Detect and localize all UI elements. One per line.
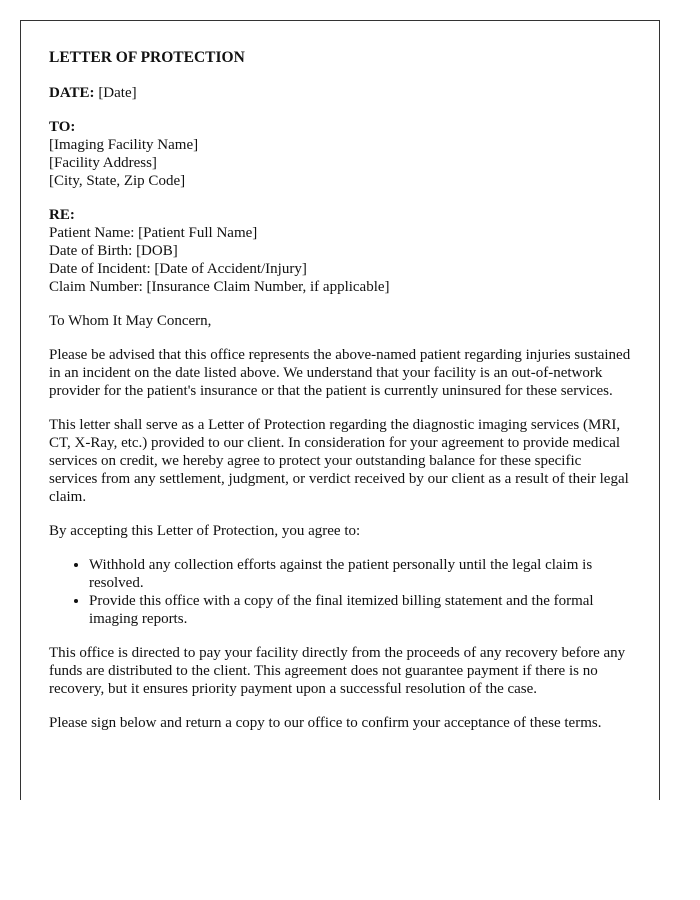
date-of-birth: Date of Birth: [DOB]	[49, 243, 178, 259]
salutation: To Whom It May Concern,	[49, 313, 212, 329]
list-item: • Provide this office with a copy of the final itemized billing statement and the formal imaging reports.	[89, 592, 631, 628]
date-value: [Date]	[94, 85, 137, 101]
date-label: DATE:	[49, 85, 95, 101]
patient-name: Patient Name: [Patient Full Name]	[49, 225, 258, 241]
list-item: • Withhold any collection efforts against the patient personally until the legal claim is resolved.	[89, 556, 631, 592]
date-line	[49, 84, 631, 102]
facility-name: [Imaging Facility Name]	[49, 137, 199, 153]
paragraph: Please be advised that this office represents the above-named patient regarding injuries sustained in an incident on the date listed above. We understand that your facility is an out-of-network provider for the patient's insurance or that the patient is currently uninsured for these services.	[49, 347, 631, 399]
facility-address: [Facility Address]	[49, 155, 157, 171]
to-label: TO:	[49, 119, 76, 135]
re-block	[49, 206, 631, 296]
date-of-incident: Date of Incident: [Date of Accident/Injury]	[49, 261, 307, 277]
recipient-block	[49, 118, 631, 190]
letter-page	[20, 20, 660, 800]
letter-title: LETTER OF PROTECTION	[49, 49, 245, 66]
paragraph: This letter shall serve as a Letter of Protection regarding the diagnostic imaging services (MRI, CT, X-Ray, etc.) provided to our client. In consideration for your agreement to provide medical services on credit, we hereby agree to protect your outstanding balance for these specific services from any settlement, judgment, or verdict received by our client as a result of their legal claim.	[49, 417, 629, 505]
facility-city: [City, State, Zip Code]	[49, 173, 186, 189]
claim-number: Claim Number: [Insurance Claim Number, if applicable]	[49, 279, 390, 295]
paragraph: Please sign below and return a copy to our office to confirm your acceptance of these terms.	[49, 715, 602, 731]
paragraph: This office is directed to pay your facility directly from the proceeds of any recovery before any funds are distributed to the client. This agreement does not guarantee payment if there is no recovery, but it ensures priority payment upon a successful resolution of the case.	[49, 645, 626, 697]
terms-list	[49, 556, 631, 628]
paragraph: By accepting this Letter of Protection, you agree to:	[49, 523, 361, 539]
re-label: RE:	[49, 207, 75, 223]
